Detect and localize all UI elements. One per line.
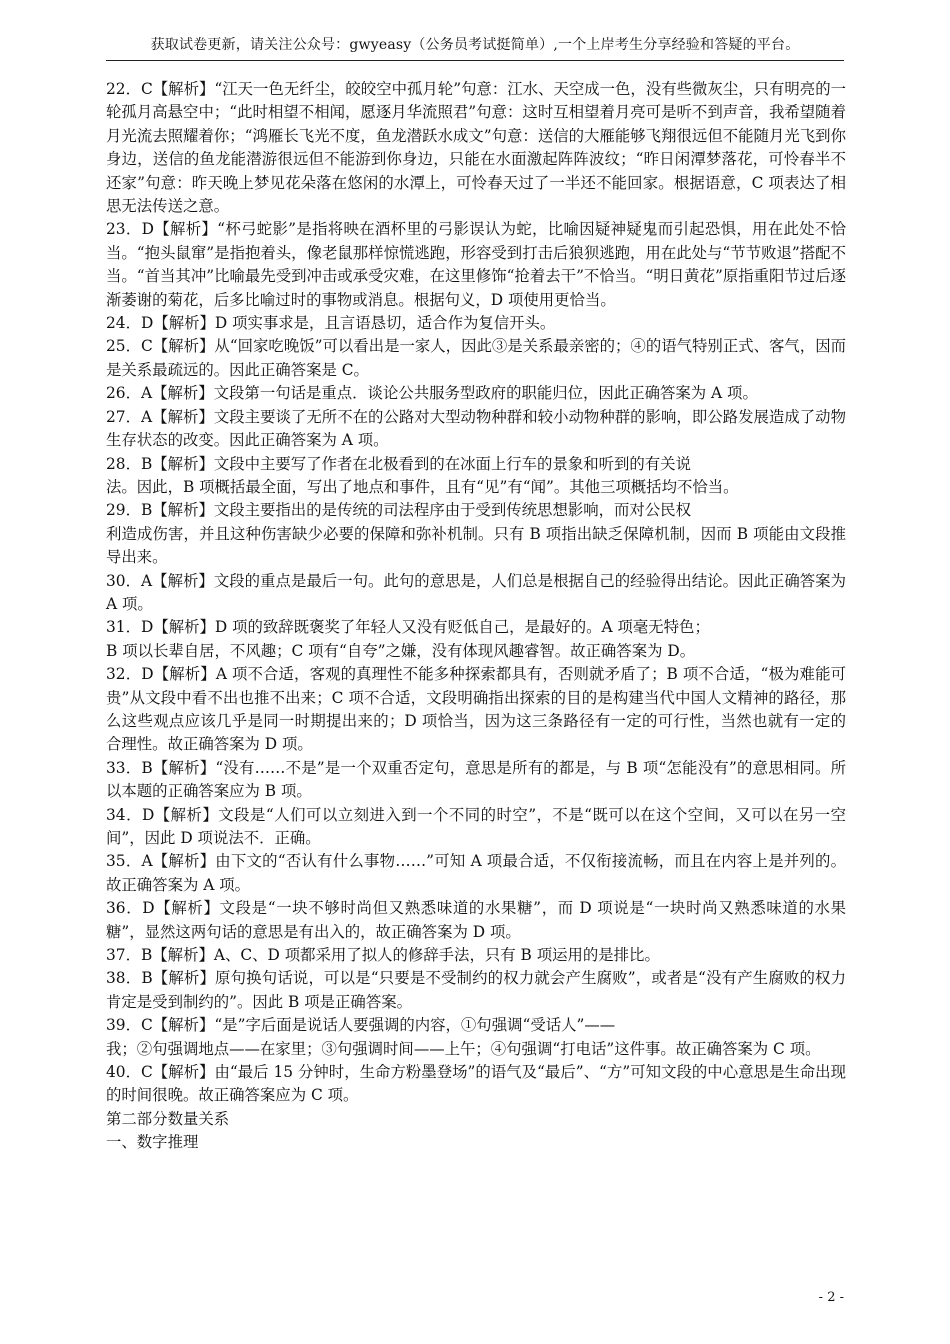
explanation-paragraph: 29．B【解析】文段主要指出的是传统的司法程序由于受到传统思想影响，而对公民权	[106, 501, 691, 520]
explanation-paragraph: 26．A【解析】文段第一句话是重点．谈论公共服务型政府的职能归位，因此正确答案为 A 项。	[106, 384, 758, 403]
explanation-paragraph: 36．D【解析】文段是“一块不够时尚但又熟悉味道的水果糖”，而 D 项说是“一块时尚又熟悉味道的水果糖”，显然这两句话的意思是有出入的，故正确答案为 D 项。	[106, 899, 846, 941]
page-number: - 2 -	[818, 1290, 844, 1305]
explanation-paragraph: 22．C【解析】“江天一色无纤尘，皎皎空中孤月轮”句意：江水、天空成一色，没有些微灰尘，只有明亮的一轮孤月高悬空中；“此时相望不相闻，愿逐月华流照君”句意：这时互相望着月亮可是听不到声音，我希望随着月光流去照耀着你；“鸿雁长飞光不度，鱼龙潜跃水成文”句意：送信的大雁能够飞翔很远但不能随月光飞到你身边，送信的鱼龙能潜游很远但不能游到你身边，只能在水面激起阵阵波纹；“昨日闲潭梦落花，可怜春半不还家”句意：昨天晚上梦见花朵落在悠闲的水潭上，可怜春天过了一半还不能回家。根据语意，C 项表达了相思无法传送之意。	[106, 80, 846, 216]
explanation-paragraph: 27．A【解析】文段主要谈了无所不在的公路对大型动物种群和较小动物种群的影响，即公路发展造成了动物生存状态的改变。因此正确答案为 A 项。	[106, 407, 846, 450]
explanation-paragraph: 37．B【解析】A、C、D 项都采用了拟人的修辞手法，只有 B 项运用的是排比。	[106, 946, 660, 965]
explanation-paragraph: B 项以长辈自居，不风趣；C 项有“自夸”之嫌，没有体现风趣睿智。故正确答案为 D。	[106, 641, 696, 660]
explanation-paragraph: 31．D【解析】D 项的致辞既褒奖了年轻人又没有贬低自己，是最好的。A 项毫无特色；	[106, 618, 710, 637]
explanation-paragraph: 34．D【解析】文段是“人们可以立刻进入到一个不同的时空”，不是“既可以在这个空间，又可以在另一空间”，因此 D 项说法不．正确。	[106, 805, 846, 847]
explanation-paragraph: 24．D【解析】D 项实事求是，且言语恳切，适合作为复信开头。	[106, 314, 556, 333]
explanation-paragraph: 33．B【解析】“没有……不是”是一个双重否定句，意思是所有的都是，与 B 项“怎能没有”的意思相同。所以本题的正确答案应为 B 项。	[106, 758, 846, 801]
explanation-paragraph: 法。因此，B 项概括最全面，写出了地点和事件，且有“见”有“闻”。其他三项概括均不恰当。	[106, 477, 739, 496]
explanation-paragraph: 32．D【解析】A 项不合适，客观的真理性不能多种探索都具有，否则就矛盾了；B 项不合适，“极为难能可贵”从文段中看不出也推不出来；C 项不合适，文段明确指出探索的目的是构建当代中国人文精神的路径，那么这些观点应该几乎是同一时期提出来的；D 项恰当，因为这三条路径有一定的可行性，当然也就有一定的合理性。故正确答案为 D 项。	[106, 665, 846, 754]
explanation-paragraph: 38．B【解析】原句换句话说，可以是“只要是不受制约的权力就会产生腐败”，或者是“没有产生腐败的权力肯定是受到制约的”。因此 B 项是正确答案。	[106, 969, 846, 1011]
explanation-paragraph: 利造成伤害，并且这种伤害缺少必要的保障和弥补机制。只有 B 项指出缺乏保障机制，因而 B 项能由文段推导出来。	[106, 524, 846, 567]
explanation-paragraph: 40．C【解析】由“最后 15 分钟时，生命方粉墨登场”的语气及“最后”、“方”可知文段的中心意思是生命出现的时间很晚。故正确答案应为 C 项。	[106, 1063, 846, 1105]
explanation-paragraph: 28．B【解析】文段中主要写了作者在北极看到的在冰面上行车的景象和听到的有关说	[106, 454, 691, 473]
header-divider	[106, 60, 844, 61]
explanation-paragraph: 我；②句强调地点——在家里；③句强调时间——上午；④句强调“打电话”这件事。故正确答案为 C 项。	[106, 1039, 821, 1058]
explanation-paragraph: 23．D【解析】“杯弓蛇影”是指将映在酒杯里的弓影误认为蛇，比喻因疑神疑鬼而引起恐惧，用在此处不恰当。“抱头鼠窜”是指抱着头，像老鼠那样惊慌逃跑，形容受到打击后狼狈逃跑，用在此处与“节节败退”搭配不当。“首当其冲”比喻最先受到冲击或承受灾难，在这里修饰“抢着去干”不恰当。“明日黄花”原指重阳节过后逐渐萎谢的菊花，后多比喻过时的事物或消息。根据句义，D 项使用更恰当。	[106, 220, 846, 309]
subsection-heading: 一、数字推理	[106, 1133, 199, 1152]
page-header: 获取试卷更新，请关注公众号：gwyeasy（公务员考试挺简单）,一个上岸考生分享经验和答疑的平台。	[150, 37, 800, 53]
answer-explanations	[106, 78, 846, 1155]
section-heading: 第二部分数量关系	[106, 1109, 230, 1128]
explanation-paragraph: 25．C【解析】从“回家吃晚饭”可以看出是一家人，因此③是关系最亲密的；④的语气特别正式、客气，因而是关系最疏远的。因此正确答案是 C。	[106, 337, 846, 379]
explanation-paragraph: 30．A【解析】文段的重点是最后一句。此句的意思是，人们总是根据自己的经验得出结论。因此正确答案为 A 项。	[106, 571, 846, 613]
explanation-paragraph: 35．A【解析】由下文的“否认有什么事物……”可知 A 项最合适，不仅衔接流畅，而且在内容上是并列的。故正确答案为 A 项。	[106, 852, 846, 894]
explanation-paragraph: 39．C【解析】“是”字后面是说话人要强调的内容，①句强调“受话人”——	[106, 1016, 616, 1035]
